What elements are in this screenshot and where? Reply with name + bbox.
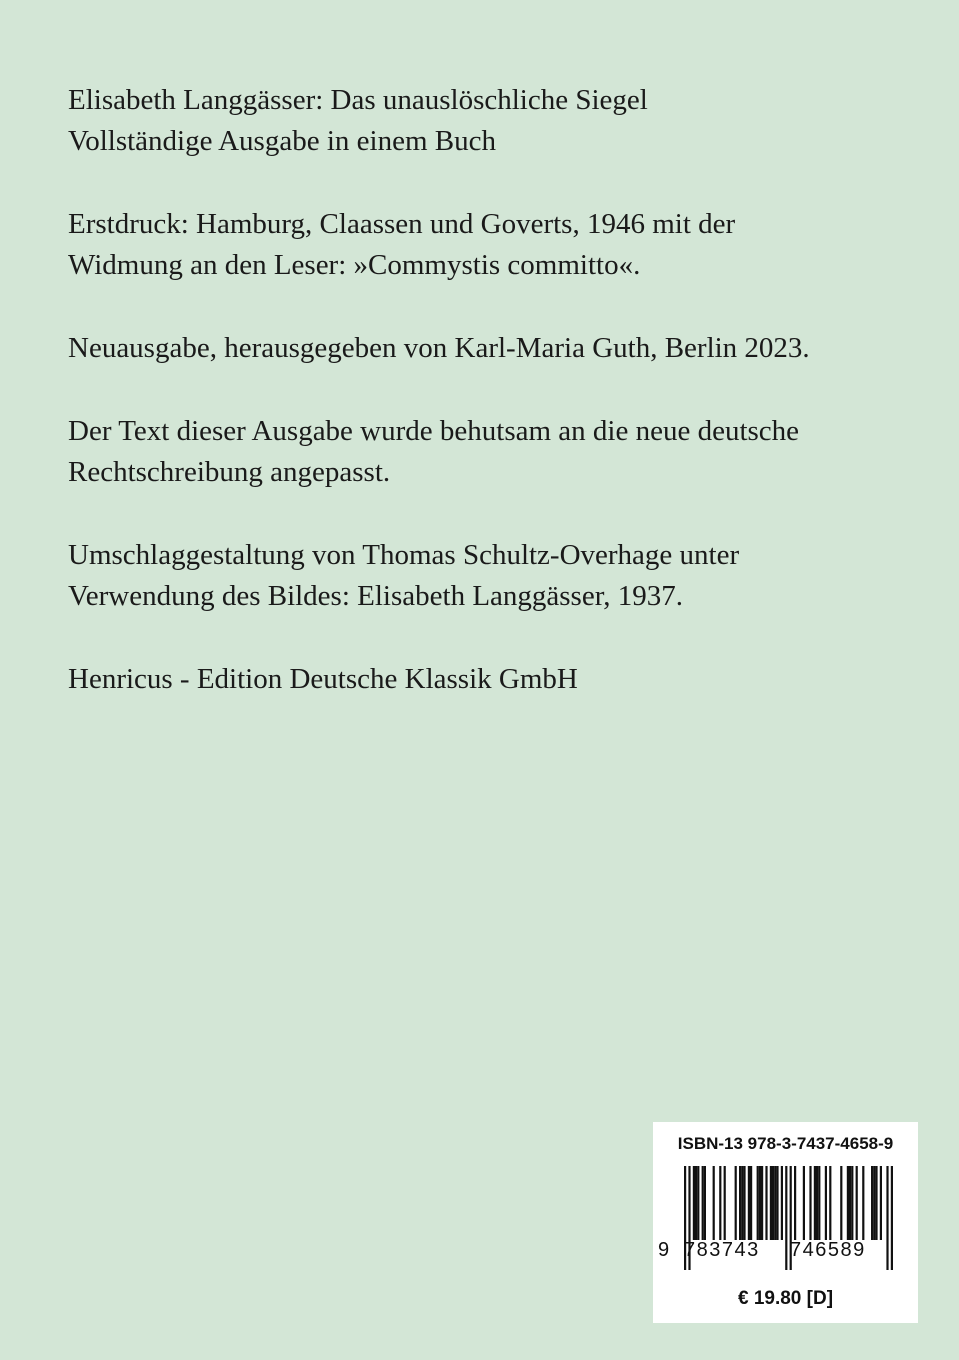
- barcode-bar: [750, 1166, 752, 1240]
- barcode-bar: [809, 1166, 811, 1240]
- barcode-bar: [739, 1166, 741, 1240]
- barcode-bar: [840, 1166, 842, 1240]
- text-line: Elisabeth Langgässer: Das unauslöschliche Siegel: [68, 84, 648, 116]
- barcode-digits: [653, 1239, 918, 1269]
- barcode-bar: [803, 1166, 805, 1240]
- text-line: Henricus - Edition Deutsche Klassik GmbH: [68, 663, 578, 695]
- text-line: Umschlaggestaltung von Thomas Schultz-Overhage unter: [68, 539, 740, 571]
- barcode-bar: [774, 1166, 776, 1240]
- barcode-bar: [770, 1166, 772, 1240]
- barcode-bar: [761, 1166, 763, 1240]
- barcode-bar: [697, 1166, 699, 1240]
- price-label: € 19.80 [D]: [737, 1288, 834, 1309]
- barcode-bar: [757, 1166, 759, 1240]
- isbn-label: ISBN-13 978-3-7437-4658-9: [677, 1134, 894, 1153]
- barcode-bar: [851, 1166, 853, 1240]
- text-line: Rechtschreibung angepasst.: [68, 456, 391, 488]
- barcode-bar: [772, 1166, 774, 1240]
- text-line: Der Text dieser Ausgabe wurde behutsam an die neue deutsche: [68, 415, 800, 447]
- barcode-bar: [871, 1166, 873, 1240]
- barcode-bar: [765, 1166, 767, 1240]
- title-paragraph: [68, 80, 928, 162]
- barcode-bar: [818, 1166, 820, 1240]
- text-line: Widmung an den Leser: »Commystis committo«.: [68, 249, 641, 281]
- barcode-bar: [880, 1166, 882, 1240]
- barcode-bar: [814, 1166, 816, 1240]
- barcode-bar: [713, 1166, 715, 1240]
- barcode-bar: [759, 1166, 761, 1240]
- barcode-bar: [829, 1166, 831, 1240]
- barcode-bar: [743, 1166, 745, 1240]
- barcode-bar: [735, 1166, 737, 1240]
- text-line: Neuausgabe, herausgegeben von Karl-Maria Guth, Berlin 2023.: [68, 332, 810, 364]
- barcode-bar: [849, 1166, 851, 1240]
- text-line: Vollständige Ausgabe in einem Buch: [68, 125, 496, 157]
- spelling-paragraph: [68, 411, 928, 493]
- barcode-bar: [825, 1166, 827, 1240]
- barcode-bar: [856, 1166, 858, 1240]
- barcode-bar: [724, 1166, 726, 1240]
- first-print-paragraph: [68, 204, 928, 286]
- barcode-bar: [741, 1166, 743, 1240]
- barcode-digits-left: 783743: [684, 1239, 760, 1261]
- barcode-bar: [873, 1166, 875, 1240]
- publisher-paragraph: [68, 659, 928, 700]
- barcode-bar: [719, 1166, 721, 1240]
- barcode-panel: [653, 1122, 918, 1323]
- barcode-bar: [748, 1166, 750, 1240]
- barcode-digit-first: 9: [658, 1239, 670, 1261]
- barcode-bar: [693, 1166, 695, 1240]
- text-line: Verwendung des Bildes: Elisabeth Langgässer, 1937.: [68, 580, 683, 612]
- barcode-bar: [776, 1166, 778, 1240]
- text-line: Erstdruck: Hamburg, Claassen und Goverts, 1946 mit der: [68, 208, 736, 240]
- barcode-bar: [816, 1166, 818, 1240]
- barcode-bar: [875, 1166, 877, 1240]
- new-edition-paragraph: [68, 328, 928, 369]
- barcode-bar: [695, 1166, 697, 1240]
- barcode-bar: [704, 1166, 706, 1240]
- cover-design-paragraph: [68, 535, 928, 617]
- barcode-bar: [781, 1166, 783, 1240]
- barcode-bar: [847, 1166, 849, 1240]
- barcode-bar: [862, 1166, 864, 1240]
- imprint-text: [68, 80, 928, 742]
- barcode-digits-right: 746589: [790, 1239, 866, 1261]
- barcode-bar: [702, 1166, 704, 1240]
- barcode-bar: [794, 1166, 796, 1240]
